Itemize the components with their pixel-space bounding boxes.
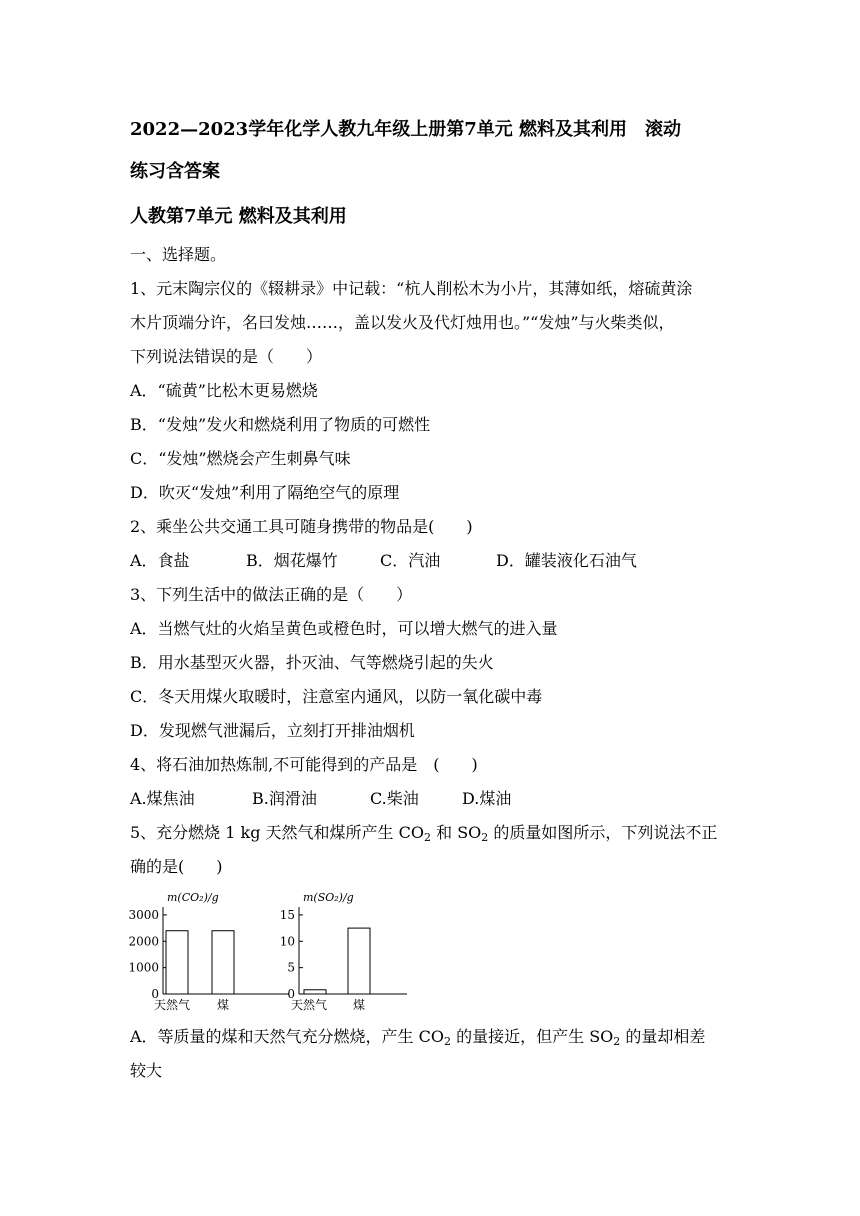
q1-option-a: A．“硫黄”比松木更易燃烧 <box>130 381 318 400</box>
co2-category-label: 天然气 <box>153 998 191 1012</box>
co2-bar-1 <box>212 931 234 994</box>
q3-option-d: D．发现燃气泄漏后，立刻打开排油烟机 <box>130 721 415 740</box>
co2-y-tick-label: 0 <box>151 987 159 1001</box>
q5-option-a-text-1: A．等质量的煤和天然气充分燃烧，产生 CO <box>130 1027 445 1046</box>
q5-option-a-text-2: 的量接近，但产生 SO <box>451 1027 614 1046</box>
subscript-2: 2 <box>613 1035 621 1048</box>
q4-option-d: D.煤油 <box>462 789 512 808</box>
q2-option-d: D．罐装液化石油气 <box>496 551 637 570</box>
co2-bar-chart <box>122 877 302 1017</box>
q5-stem-line-1 <box>130 823 718 844</box>
subscript-2: 2 <box>424 831 432 844</box>
q3-stem: 3、下列生活中的做法正确的是（ ） <box>130 585 413 604</box>
so2-bar-0 <box>304 990 326 994</box>
q1-stem-line-2: 木片顶端分许，名曰发烛……，盖以发火及代灯烛用也。”“发烛”与火柴类似， <box>130 313 675 332</box>
so2-category-label: 天然气 <box>290 998 328 1012</box>
section-heading: 一、选择题。 <box>130 245 227 264</box>
so2-y-axis-label: m(SO₂)/g <box>303 891 354 904</box>
q2-option-a: A．食盐 <box>130 551 190 570</box>
q2-option-c: C．汽油 <box>380 551 441 570</box>
q5-option-a-text-3: 的量却相差 <box>620 1027 706 1046</box>
q1-option-b: B．“发烛”发火和燃烧利用了物质的可燃性 <box>130 415 431 434</box>
q1-option-c: C．“发烛”燃烧会产生刺鼻气味 <box>130 449 351 468</box>
so2-category-label: 煤 <box>352 998 366 1012</box>
q4-stem: 4、将石油加热炼制,不可能得到的产品是 ( ) <box>130 755 478 774</box>
q5-stem-text-1: 5、充分燃烧 1 kg 天然气和煤所产生 CO <box>130 823 425 842</box>
document-title-line-2: 练习含答案 <box>130 161 220 182</box>
q3-option-c: C．冬天用煤火取暖时，注意室内通风，以防一氧化碳中毒 <box>130 687 543 706</box>
q5-stem-text-2: 和 SO <box>431 823 482 842</box>
q5-stem-text-3: 的质量如图所示，下列说法不正 <box>488 823 718 842</box>
co2-y-axis-label: m(CO₂)/g <box>167 891 219 904</box>
so2-bar-chart <box>279 877 412 1017</box>
q3-option-b: B．用水基型灭火器，扑灭油、气等燃烧引起的失火 <box>130 653 494 672</box>
co2-y-tick-label: 1000 <box>128 960 159 975</box>
q2-stem: 2、乘坐公共交通工具可随身携带的物品是( ) <box>130 517 473 536</box>
q1-stem-line-3: 下列说法错误的是（ ） <box>130 347 323 366</box>
subscript-2: 2 <box>481 831 489 844</box>
q4-option-a: A.煤焦油 <box>130 789 195 808</box>
co2-y-tick-label: 3000 <box>128 907 159 922</box>
subscript-2: 2 <box>444 1035 452 1048</box>
so2-bar-1 <box>348 928 370 994</box>
co2-bar-0 <box>166 931 188 994</box>
so2-y-tick-label: 5 <box>287 960 295 975</box>
q1-stem-line-1: 1、元末陶宗仪的《辍耕录》中记载：“杭人削松木为小片，其薄如纸，熔硫黄涂 <box>130 279 693 298</box>
q2-options <box>130 553 637 569</box>
q5-option-a-line-2: 较大 <box>130 1061 163 1080</box>
q2-option-b: B．烟花爆竹 <box>246 551 338 570</box>
q4-option-c: C.柴油 <box>370 789 419 808</box>
q1-option-d: D．吹灭“发烛”利用了隔绝空气的原理 <box>130 483 400 502</box>
unit-subtitle: 人教第7单元 燃料及其利用 <box>130 206 347 227</box>
so2-y-tick-label: 0 <box>287 987 295 1001</box>
co2-category-label: 煤 <box>216 998 230 1012</box>
q5-option-a-line-1 <box>130 1027 706 1048</box>
document-title-line-1: 2022—2023学年化学人教九年级上册第7单元 燃料及其利用 滚动 <box>130 119 681 140</box>
q4-option-b: B.润滑油 <box>252 789 317 808</box>
so2-y-tick-label: 15 <box>279 907 295 922</box>
q4-options <box>130 791 511 807</box>
q5-stem-line-2: 确的是( ) <box>130 857 223 876</box>
q3-option-a: A．当燃气灶的火焰呈黄色或橙色时，可以增大燃气的进入量 <box>130 619 558 638</box>
so2-y-tick-label: 10 <box>279 934 295 949</box>
co2-y-tick-label: 2000 <box>128 934 159 949</box>
